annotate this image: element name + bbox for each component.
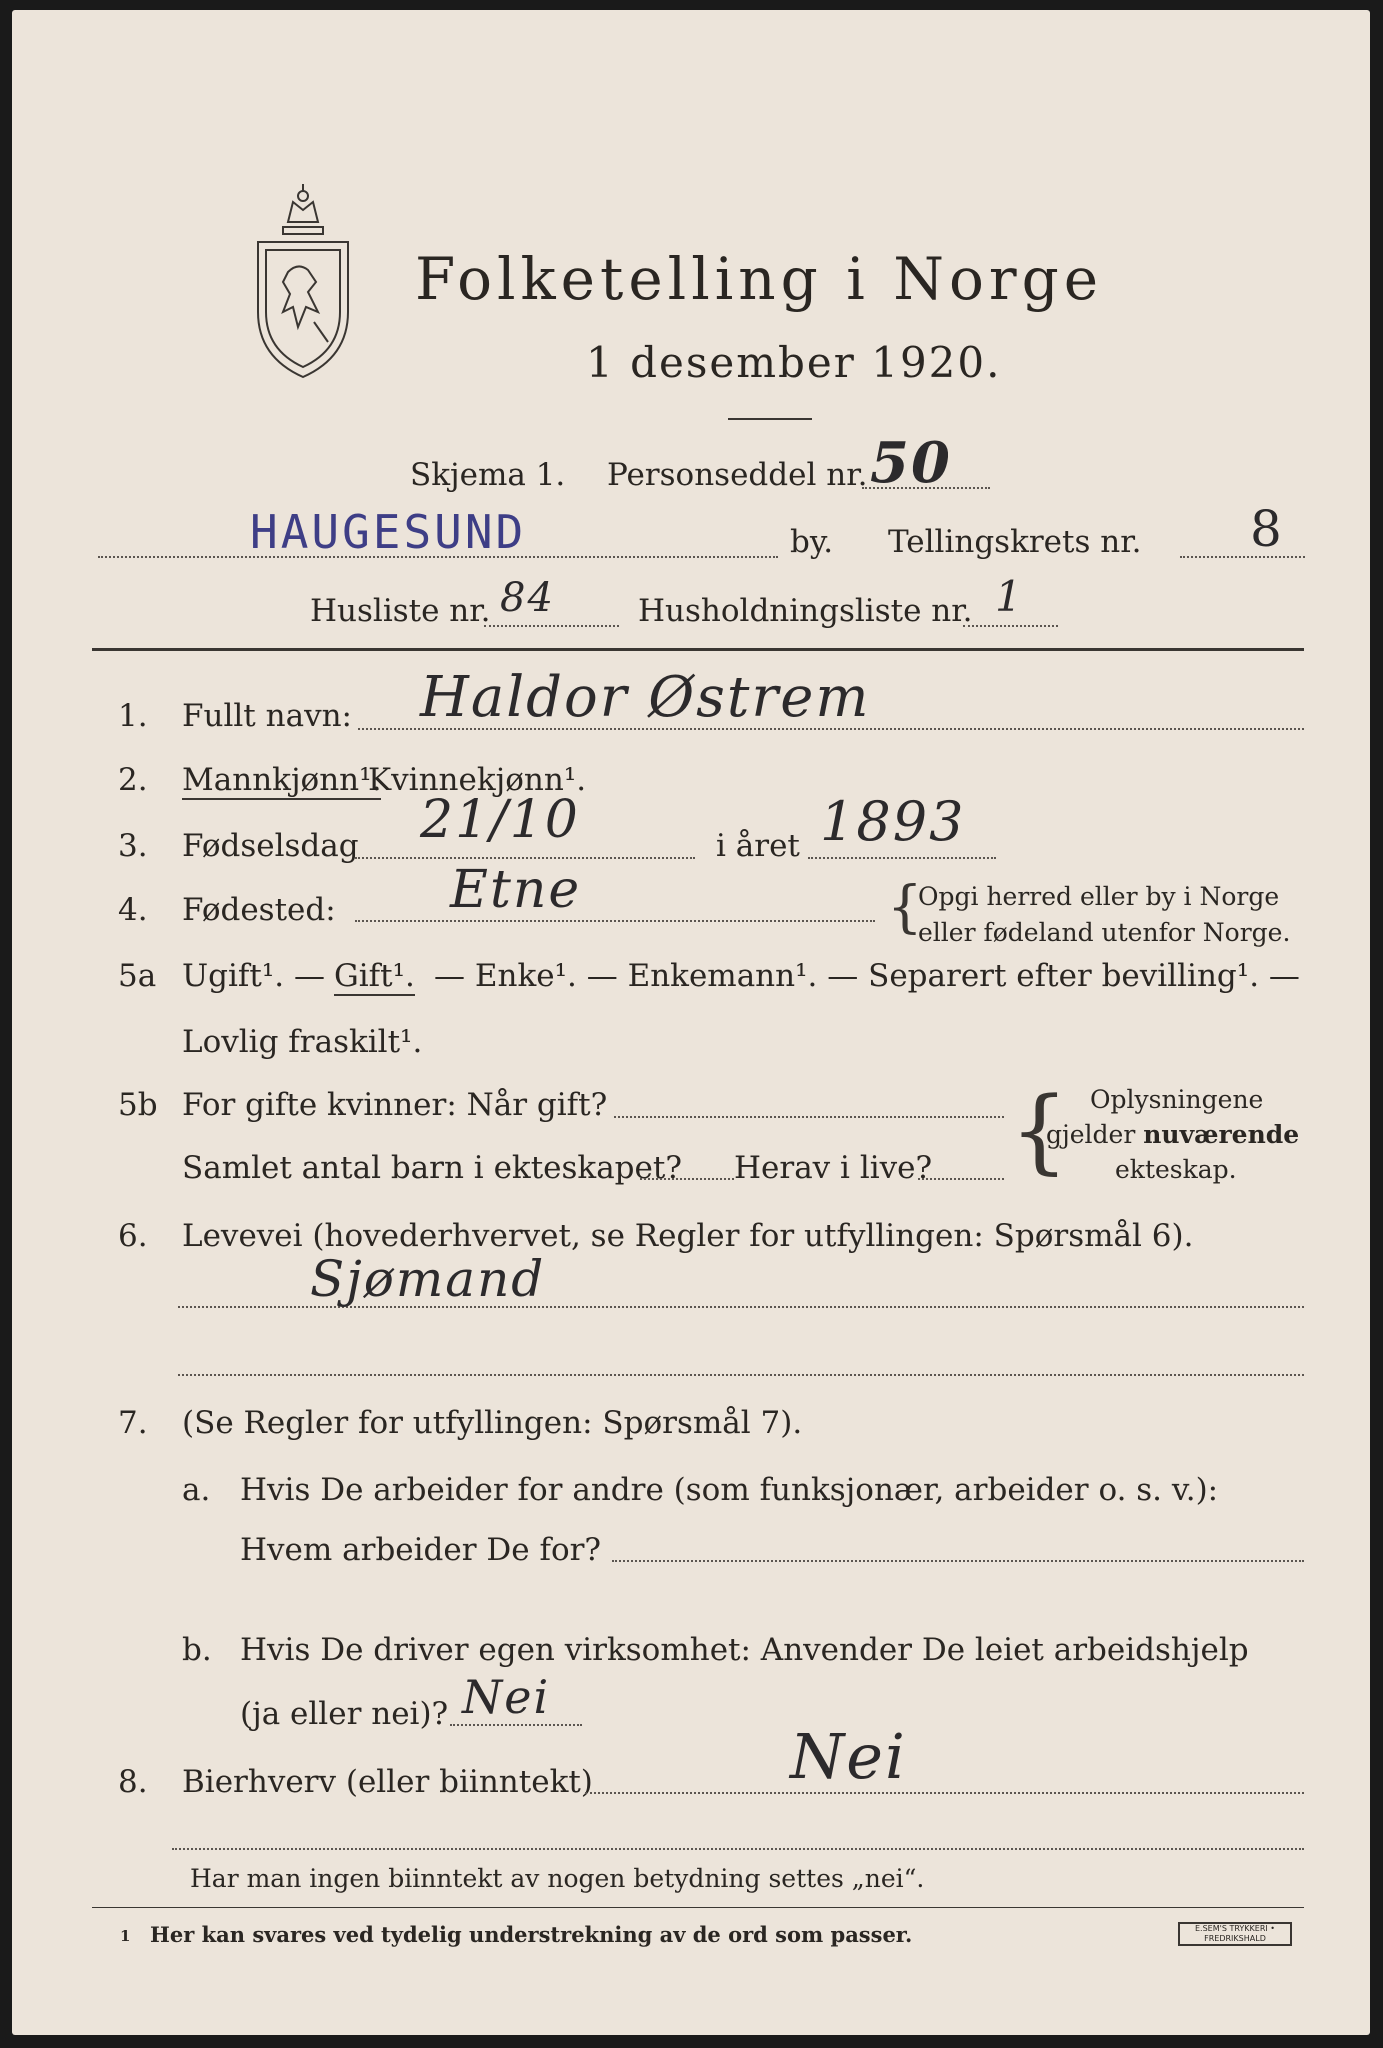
q7b-text: Hvis De driver egen virksomhet: Anvender De leiet arbeidshjelp [240,1632,1249,1668]
q3-year-label: i året [716,828,800,864]
q2-female: Kvinnekjønn¹. [368,762,587,798]
q8-label: Bierhverv (eller biinntekt) [182,1764,593,1800]
q4-value: Etne [450,860,582,920]
q1-value: Haldor Østrem [420,665,871,730]
form-title: Folketelling i Norge [415,245,1104,313]
q1-number: 1. [118,698,148,734]
q4-note-1: Opgi herred eller by i Norge [918,882,1280,911]
q4-note-2: eller fødeland utenfor Norge. [918,918,1291,947]
q5b-alive-label: Herav i live? [734,1150,933,1186]
q5a-options: — Enke¹. — Enkemann¹. — Separert efter bevilling¹. — [434,958,1300,994]
q5b-label: For gifte kvinner: Når gift? [182,1087,608,1123]
q3-line [355,857,695,859]
q7-label: (Se Regler for utfyllingen: Spørsmål 7). [182,1405,803,1441]
q5b-note-1: Oplysningene [1090,1085,1264,1114]
q7b-answer-line [450,1724,582,1726]
tellingskrets-value: 8 [1250,500,1284,558]
q6-label: Levevei (hovederhvervet, se Regler for utfyllingen: Spørsmål 6). [182,1218,1194,1254]
husholdningsliste-label: Husholdningsliste nr. [638,593,973,629]
q3-number: 3. [118,828,148,864]
q7a-line2: Hvem arbeider De for? [240,1532,602,1568]
q5b-children-label: Samlet antal barn i ekteskapet? [182,1150,682,1186]
q5a-gift: Gift¹. [334,958,415,994]
q7b-line2: (ja eller nei)? [240,1696,449,1732]
footnote-mark: 1 [120,1927,131,1945]
coat-of-arms-icon [248,182,358,382]
q1-label: Fullt navn: [182,698,352,734]
tellingskrets-line [1180,556,1305,558]
city-stamp: HAUGESUND [250,505,527,559]
schema-label: Skjema 1. [410,457,566,493]
personseddel-label: Personseddel nr. [607,457,868,493]
header-divider [92,648,1304,651]
q7a-answer-line [612,1560,1304,1562]
census-date: 1 desember 1920. [586,338,1002,387]
husholdningsliste-value: 1 [995,572,1024,621]
q3-year-value: 1893 [820,790,966,853]
q8-value: Nei [790,1720,907,1793]
personseddel-value: 50 [870,430,952,496]
q7a-letter: a. [182,1472,211,1508]
husliste-label: Husliste nr. [310,593,491,629]
q4-number: 4. [118,892,148,928]
q2-number: 2. [118,762,148,798]
q8-line-1 [585,1792,1304,1794]
q6-value: Sjømand [310,1250,546,1308]
city-line [98,556,778,558]
printer-mark: E.SEM'S TRYKKERI • FREDRIKSHALD [1178,1922,1292,1946]
q5b-note-2: gjelder nuværende [1046,1120,1300,1149]
q4-label: Fødested: [182,892,336,928]
tellingskrets-label: Tellingskrets nr. [888,524,1142,560]
q4-brace-icon: { [887,875,923,940]
q7a-text: Hvis De arbeider for andre (som funksjonær, arbeider o. s. v.): [240,1472,1219,1508]
q6-number: 6. [118,1218,148,1254]
husholdningsliste-line [963,625,1058,627]
q3-value: 21/10 [420,790,580,850]
title-divider [728,418,812,420]
q5b-number: 5b [118,1087,158,1123]
by-label: by. [790,524,834,560]
q7-number: 7. [118,1405,148,1441]
q3-year-line [808,857,996,859]
q6-line-2 [178,1374,1304,1376]
q5a-line2: Lovlig fraskilt¹. [182,1024,423,1060]
q4-line [355,920,875,922]
q3-label: Fødselsdag [182,828,359,864]
q2-male: Mannkjønn¹. [182,762,382,798]
husliste-value: 84 [500,575,555,621]
q5b-children-line [640,1178,734,1180]
q5a-number: 5a [118,958,157,994]
footnote-divider [92,1907,1304,1908]
q7b-letter: b. [182,1632,212,1668]
income-note: Har man ingen biinntekt av nogen betydning settes „nei“. [190,1864,925,1893]
q5b-brace-icon: { [1010,1077,1069,1184]
q5b-note-3: ekteskap. [1115,1155,1237,1184]
census-form [12,10,1370,2035]
husliste-line [484,625,619,627]
q8-number: 8. [118,1764,148,1800]
footnote-text: Her kan svares ved tydelig understrekning av de ord som passer. [150,1922,913,1947]
q5b-line [614,1116,1004,1118]
q5b-alive-line [918,1178,1004,1180]
q7b-value: Nei [462,1670,551,1724]
q8-line-2 [172,1848,1304,1850]
q5a-ugift: Ugift¹. — [182,958,325,994]
